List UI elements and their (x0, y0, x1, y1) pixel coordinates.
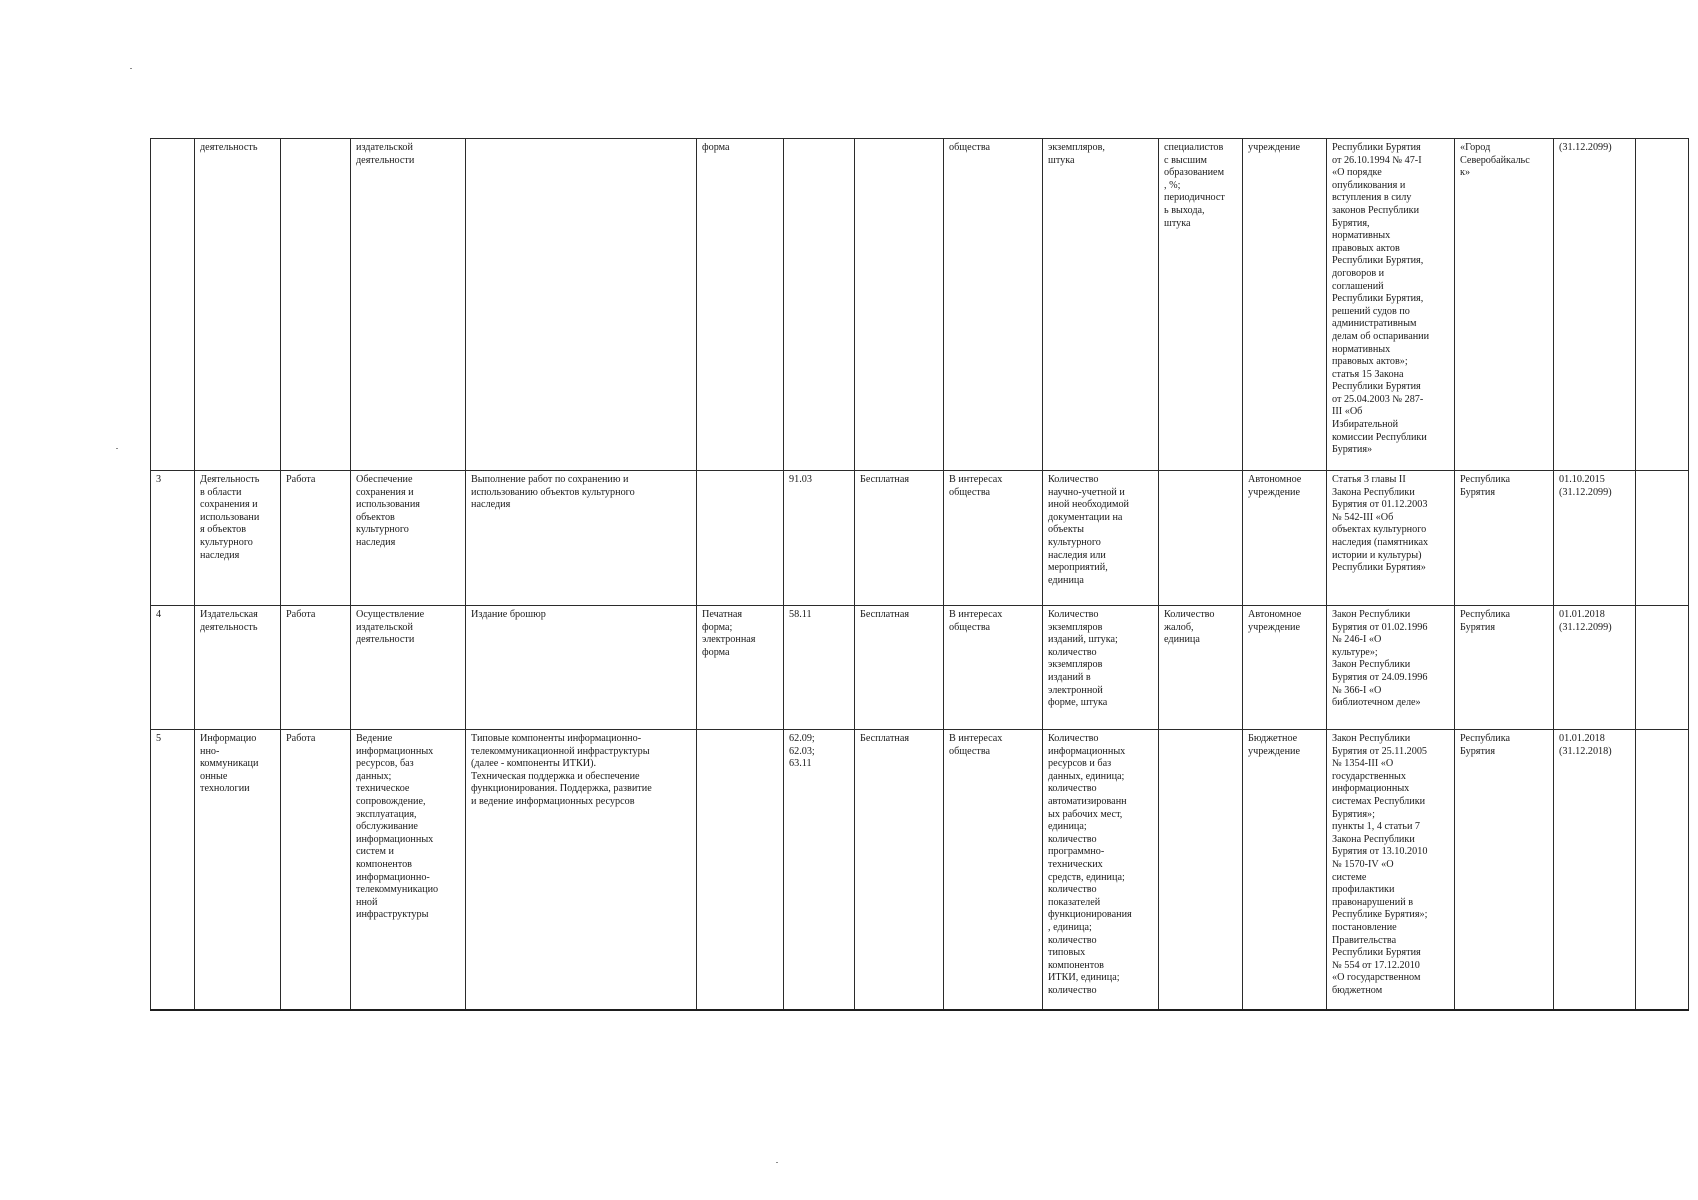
cell-territory: Республика Бурятия (1455, 606, 1554, 730)
cell-institution-type: Автономное учреждение (1243, 606, 1327, 730)
cell-institution-type: учреждение (1243, 139, 1327, 471)
table-row (151, 606, 1689, 730)
cell-legal-basis: Статья 3 главы II Закона Республики Бурятия от 01.12.2003 № 542-III «Об объектах культурного наследия (памятниках истории и культуры) Республики Бурятия» (1327, 471, 1455, 606)
cell-okved: 58.11 (784, 606, 855, 730)
cell-period: 01.01.2018 (31.12.2018) (1554, 730, 1636, 1011)
cell-activity: Деятельность в области сохранения и использовани я объектов культурного наследия (195, 471, 281, 606)
cell-number: 4 (151, 606, 195, 730)
cell-content: издательской деятельности (351, 139, 466, 471)
cell-institution-type: Автономное учреждение (1243, 471, 1327, 606)
cell-territory: Республика Бурятия (1455, 730, 1554, 1011)
cell-legal-basis: Закон Республики Бурятия от 01.02.1996 № 246-I «О культуре»; Закон Республики Бурятия от 24.09.1996 № 366-I «О библиотечном деле» (1327, 606, 1455, 730)
cell-content: Обеспечение сохранения и использования объектов культурного наследия (351, 471, 466, 606)
cell-period: 01.10.2015 (31.12.2099) (1554, 471, 1636, 606)
cell-activity: Издательская деятельность (195, 606, 281, 730)
table-row (151, 471, 1689, 606)
cell-payment (855, 139, 944, 471)
cell-volume-indicator: Количество экземпляров изданий, штука; количество экземпляров изданий в электронной форме, штука (1043, 606, 1159, 730)
cell-territory: «Город Северобайкальс к» (1455, 139, 1554, 471)
cell-volume-indicator: Количество информационных ресурсов и баз данных, единица; количество автоматизированн ых рабочих мест, единица; количество программно- технических средств, единица; количество показателей функционирования , единица; количество типовых компонентов ИТКИ, единица; количество (1043, 730, 1159, 1011)
cell-quality-indicator (1159, 730, 1243, 1011)
cell-description: Издание брошюр (466, 606, 697, 730)
cell-extra (1636, 606, 1689, 730)
cell-payment: Бесплатная (855, 606, 944, 730)
cell-content: Осуществление издательской деятельности (351, 606, 466, 730)
cell-extra (1636, 471, 1689, 606)
cell-activity: Информацио нно- коммуникаци онные технологии (195, 730, 281, 1011)
cell-form: Печатная форма; электронная форма (697, 606, 784, 730)
cell-activity: деятельность (195, 139, 281, 471)
scan-speck (116, 448, 118, 449)
cell-description: Типовые компоненты информационно- телекоммуникационной инфраструктуры (далее - компоненты ИТКИ). Техническая поддержка и обеспечение функционирования. Поддержка, развитие и ведение информационных ресурсов (466, 730, 697, 1011)
table-row (151, 730, 1689, 1011)
scan-speck (130, 68, 132, 69)
cell-content: Ведение информационных ресурсов, баз данных; техническое сопровождение, эксплуатация, обслуживание информационных систем и компонентов информационно- телекоммуникацио нной инфраструктуры (351, 730, 466, 1011)
cell-type: Работа (281, 730, 351, 1011)
cell-consumers: В интересах общества (944, 471, 1043, 606)
cell-form (697, 471, 784, 606)
cell-type: Работа (281, 471, 351, 606)
cell-consumers: В интересах общества (944, 730, 1043, 1011)
cell-consumers: В интересах общества (944, 606, 1043, 730)
cell-payment: Бесплатная (855, 471, 944, 606)
cell-description (466, 139, 697, 471)
scan-speck (776, 1162, 778, 1163)
cell-okved: 62.09; 62.03; 63.11 (784, 730, 855, 1011)
cell-quality-indicator: специалистов с высшим образованием , %; периодичност ь выхода, штука (1159, 139, 1243, 471)
cell-extra (1636, 139, 1689, 471)
cell-number: 3 (151, 471, 195, 606)
cell-volume-indicator: экземпляров, штука (1043, 139, 1159, 471)
cell-number (151, 139, 195, 471)
cell-number: 5 (151, 730, 195, 1011)
cell-period: 01.01.2018 (31.12.2099) (1554, 606, 1636, 730)
cell-type: Работа (281, 606, 351, 730)
cell-okved: 91.03 (784, 471, 855, 606)
cell-volume-indicator: Количество научно-учетной и иной необходимой документации на объекты культурного наследия или мероприятий, единица (1043, 471, 1159, 606)
cell-period: (31.12.2099) (1554, 139, 1636, 471)
cell-form (697, 730, 784, 1011)
cell-quality-indicator: Количество жалоб, единица (1159, 606, 1243, 730)
cell-type (281, 139, 351, 471)
registry-table (150, 138, 1689, 1011)
cell-description: Выполнение работ по сохранению и использованию объектов культурного наследия (466, 471, 697, 606)
cell-quality-indicator (1159, 471, 1243, 606)
cell-consumers: общества (944, 139, 1043, 471)
cell-okved (784, 139, 855, 471)
cell-form: форма (697, 139, 784, 471)
cell-payment: Бесплатная (855, 730, 944, 1011)
cell-extra (1636, 730, 1689, 1011)
cell-institution-type: Бюджетное учреждение (1243, 730, 1327, 1011)
table-row (151, 139, 1689, 471)
cell-legal-basis: Республики Бурятия от 26.10.1994 № 47-I «О порядке опубликования и вступления в силу законов Республики Бурятия, нормативных правовых актов Республики Бурятия, договоров и соглашений Республики Бурятия, решений судов по административным делам об оспаривании нормативных правовых актов»; статья 15 Закона Республики Бурятия от 25.04.2003 № 287- III «Об Избирательной комиссии Республики Бурятия» (1327, 139, 1455, 471)
cell-territory: Республика Бурятия (1455, 471, 1554, 606)
cell-legal-basis: Закон Республики Бурятия от 25.11.2005 № 1354-III «О государственных информационных системах Республики Бурятия»; пункты 1, 4 статьи 7 Закона Республики Бурятия от 13.10.2010 № 1570-IV «О системе профилактики правонарушений в Республике Бурятия»; постановление Правительства Республики Бурятия № 554 от 17.12.2010 «О государственном бюджетном (1327, 730, 1455, 1011)
